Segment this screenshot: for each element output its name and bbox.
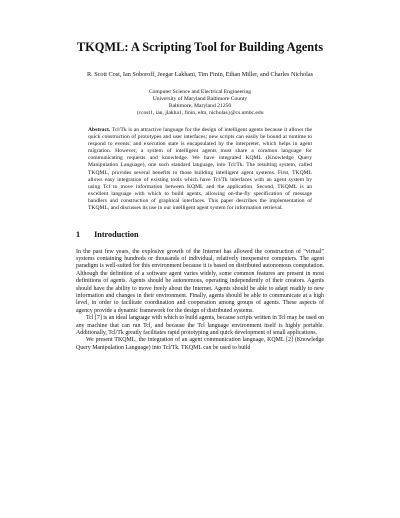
abstract-text: Tcl/Tk is an attractive language for the design of intelligent agents because it allows the quick construction of prototypes and user interfaces; new scripts can easily be bound at runtime to respond to events; and execution state is encapsulated by the interpreter, which helps in agent migration. However, a system of intelligent agents must share a common language for communicating requests and knowledge. We have integrated KQML (Knowledge Query Manipulation Language), one such standard language, into Tcl/Tk. The resulting system, called TKQML, provides several benefits to those building intelligent agent systems. First, TKQML allows easy integration of existing tools which have Tcl/Tk interfaces with an agent system by using Tcl to move information between KQML and the application. Second, TKQML is an excellent language with which to build agents, allowing on-the-fly specification of message handlers and construction of graphical interfaces. This paper describes the implementation of TKQML, and discusses its use in our intelligent agent system for information retrieval. xyxy=(88,126,312,212)
section-title: Introduction xyxy=(94,229,139,239)
abstract-label: Abstract. xyxy=(88,126,111,133)
paper-title: TKQML: A Scripting Tool for Building Agents xyxy=(76,40,324,54)
body-paragraph: We present TKQML, the integration of an agent communication language, KQML [2] (Knowledge Query Manipulation Language) into Tcl/Tk. TKQML can be used to build xyxy=(76,337,324,351)
affiliation-university: University of Maryland Baltimore County xyxy=(152,95,248,102)
section-number: 1 xyxy=(76,229,81,239)
affiliation-block xyxy=(76,89,324,117)
affiliation-dept: Computer Science and Electrical Engineering xyxy=(148,89,252,95)
body-paragraph: Tcl [7] is an ideal language with which to build agents, because scripts written in Tcl may be used on any machine that can run Tcl, and because the Tcl language environment itself is highly portable. Additionally, Tcl/Tk greatly facilitates rapid prototyping and quick development of small applications. xyxy=(76,315,324,336)
section-heading xyxy=(76,230,324,240)
abstract xyxy=(88,127,312,213)
affiliation-city: Baltimore, Maryland 21250 xyxy=(168,102,232,109)
affiliation-email: {rcost1, ian, jlakha1, finin, elm, nicholas}@cs.umbc.edu xyxy=(136,109,264,116)
section-body xyxy=(76,249,324,353)
body-paragraph: In the past few years, the explosive growth of the Internet has allowed the construction of “virtual” systems containing hundreds or thousands of individual, relatively inexpensive computers. The agent paradigm is well-suited for this environment because it is based on distributed autonomous computation. Although the definition of a software agent varies widely, some common features are present in most definitions of agents. Agents should be autonomous, operating independently of their creators. Agents should have the ability to move freely about the Internet. Agents should be able to adapt readily to new information and changes in their environment. Finally, agents should be able to communicate at a high level, in order to facilitate coordination and cooperation among groups of agents. These aspects of agency provide a dynamic framework for the design of distributed systems. xyxy=(76,248,324,314)
author-list: R. Scott Cost, Ian Soboroff, Jeegar Lakhani, Tim Finin, Ethan Miller, and Charles Nicholas xyxy=(87,71,313,78)
